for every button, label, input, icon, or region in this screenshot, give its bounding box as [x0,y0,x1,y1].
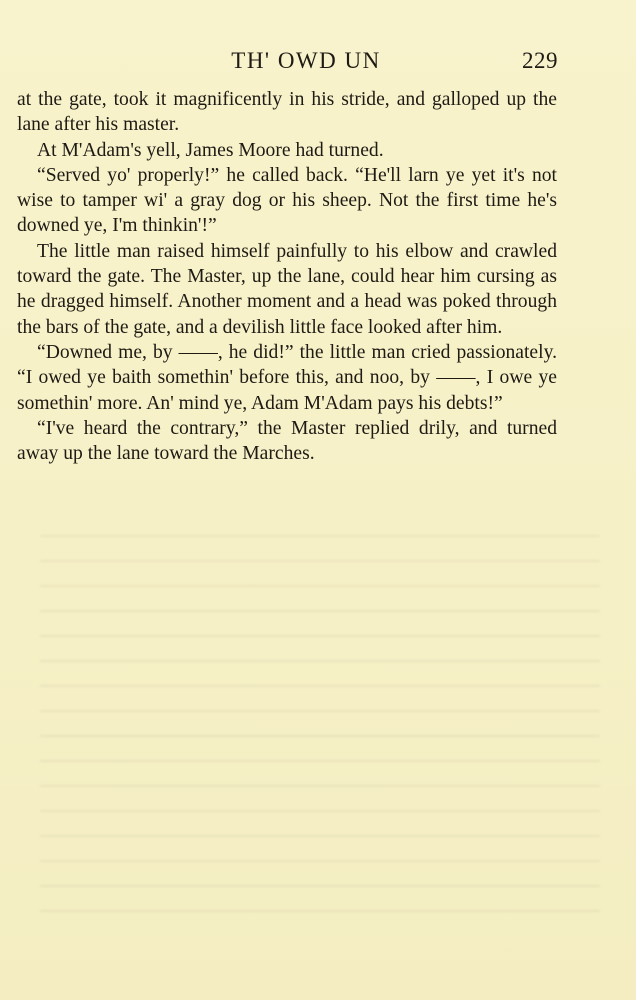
body-text [17,87,557,466]
page-header [0,46,636,76]
running-head: TH' OWD UN [231,48,381,73]
paragraph: “I've heard the contrary,” the Master replied drily, and turned away up the lane toward the Marches. [17,417,557,465]
paragraph: “Served yo' properly!” he called back. “He'll larn ye yet it's not wise to tamper wi' a gray dog or his sheep. Not the first time he's downed ye, I'm thinkin'!” [17,164,557,237]
paragraph: at the gate, took it magnificently in his stride, and galloped up the lane after his master. [17,89,557,136]
paragraph: At M'Adam's yell, James Moore had turned. [37,139,384,161]
page-number: 229 [522,48,558,73]
paragraph: “Downed me, by ——, he did!” the little man cried passionately. “I owed ye baith somethin' before this, and noo, by ——, I owe ye somethin' more. An' mind ye, Adam M'Adam pays his debts!” [17,341,557,414]
show-through [40,520,600,920]
paragraph: The little man raised himself painfully to his elbow and crawled toward the gate. The Master, up the lane, could hear him cursing as he dragged himself. Another moment and a head was poked through the bars of the gate, and a devilish little face looked after him. [17,240,557,338]
